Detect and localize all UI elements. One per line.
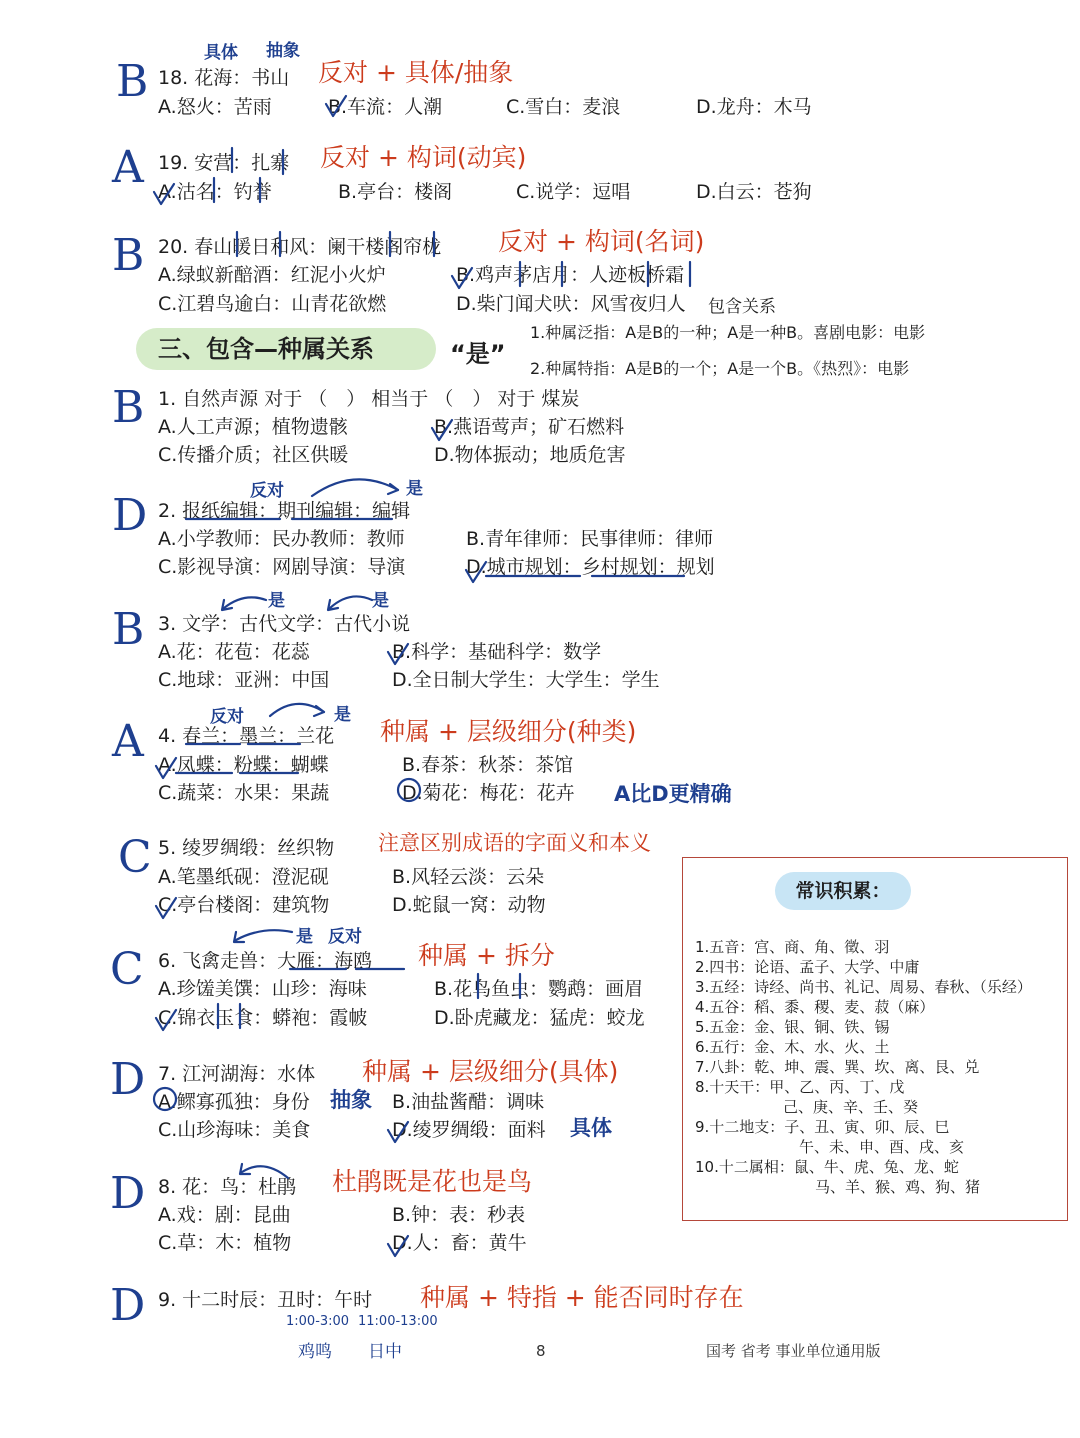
handwritten-note: 11:00-13:00	[358, 1314, 438, 1329]
question-stem: 9. 十二时辰：丑时：午时	[158, 1289, 373, 1311]
handwritten-note: 反对 + 具体/抽象	[318, 58, 514, 87]
handwritten-note: 种属 + 层级细分(具体)	[362, 1057, 619, 1086]
question-stem: 2. 报纸编辑：期刊编辑：编辑	[158, 500, 411, 522]
handwritten-note: 杜鹃既是花也是鸟	[332, 1167, 533, 1196]
knowledge-item: 1.五音：宫、商、角、徵、羽	[695, 938, 890, 956]
question-stem: 4. 春兰：墨兰：兰花	[158, 725, 335, 747]
rule-line: 1.种属泛指：A是B的一种；A是一种B。喜剧电影：电影	[530, 323, 926, 342]
option[interactable]: A.怒火：苦雨	[158, 96, 272, 118]
arrow-mark	[270, 704, 324, 716]
arrow-mark	[330, 596, 372, 608]
knowledge-item: 7.八卦：乾、坤、震、巽、坎、离、艮、兑	[695, 1058, 980, 1076]
answer-mark: D	[110, 1280, 146, 1331]
arrow-mark	[314, 706, 324, 716]
answer-mark: A	[112, 142, 144, 193]
option[interactable]: B.鸡声茅店月：人迹板桥霜	[456, 264, 685, 286]
option[interactable]: C.雪白：麦浪	[506, 96, 621, 118]
knowledge-item: 9.十二地支：子、丑、寅、卯、辰、巳	[695, 1118, 950, 1136]
option[interactable]: A.凤蝶：粉蝶：蝴蝶	[158, 754, 329, 776]
option[interactable]: C.蔬菜：水果：果蔬	[158, 782, 330, 804]
option[interactable]: C.传播介质；社区供暖	[158, 444, 349, 466]
question-stem: 18. 花海：书山	[158, 67, 290, 89]
handwritten-note: 反对 + 构词(名词)	[498, 227, 705, 256]
handwritten-note: 抽象	[266, 41, 300, 61]
question-stem: 1. 自然声源 对于 （ ） 相当于 （ ） 对于 煤炭	[158, 388, 580, 410]
option[interactable]: B.亭台：楼阁	[338, 181, 453, 203]
answer-mark: D	[110, 1168, 146, 1219]
option[interactable]: B.花鸟鱼虫：鹦鹉：画眉	[434, 978, 644, 1000]
handwritten-note: 种属 + 特指 + 能否同时存在	[420, 1283, 744, 1312]
option[interactable]: B.春茶：秋茶：茶馆	[402, 754, 574, 776]
question-stem: 7. 江河湖海：水体	[158, 1063, 316, 1085]
handwritten-note: 种属 + 拆分	[418, 941, 555, 970]
handwritten-note: 是	[334, 705, 351, 725]
answer-mark: C	[110, 944, 144, 995]
handwritten-note: 是	[372, 591, 389, 611]
option[interactable]: B.钟：表：秒表	[392, 1204, 526, 1226]
handwritten-note: 反对 + 构词(动宾)	[320, 143, 527, 172]
handwritten-note: 1:00-3:00	[286, 1314, 350, 1329]
arrow-mark	[224, 597, 266, 608]
handwritten-note: 是	[296, 927, 313, 947]
option[interactable]: C.草：木：植物	[158, 1232, 292, 1254]
option[interactable]: B.油盐酱醋：调味	[392, 1091, 545, 1113]
knowledge-title: 常识积累：	[775, 872, 911, 910]
knowledge-item: 5.五金：金、银、铜、铁、锡	[695, 1018, 890, 1036]
option[interactable]: A.小学教师：民办教师：教师	[158, 528, 405, 550]
option[interactable]: B.风轻云淡：云朵	[392, 866, 545, 888]
handwritten-note: 反对	[210, 707, 244, 727]
answer-mark: A	[112, 716, 144, 767]
option[interactable]: D.龙舟：木马	[696, 96, 812, 118]
option[interactable]: A.戏：剧：昆曲	[158, 1204, 291, 1226]
option[interactable]: D.卧虎藏龙：猛虎：蛟龙	[434, 1007, 645, 1029]
option[interactable]: C.影视导演：网剧导演：导演	[158, 556, 406, 578]
option[interactable]: B.科学：基础科学：数学	[392, 641, 602, 663]
arrow-mark	[234, 932, 244, 942]
option[interactable]: B.车流：人潮	[328, 96, 443, 118]
section-title: 三、包含—种属关系	[136, 328, 436, 370]
handwritten-note: 反对	[328, 927, 362, 947]
option[interactable]: A.珍馐美馔：山珍：海味	[158, 978, 367, 1000]
knowledge-item: 2.四书：论语、孟子、大学、中庸	[695, 958, 920, 976]
answer-mark: B	[112, 230, 145, 281]
handwritten-note: 具体	[204, 43, 238, 63]
answer-mark: B	[116, 56, 149, 107]
question-stem: 3. 文学：古代文学：古代小说	[158, 613, 411, 635]
section-keyword: “是”	[450, 340, 506, 368]
handwritten-note: 种属 + 层级细分(种类)	[380, 717, 637, 746]
option[interactable]: A.人工声源；植物遗骸	[158, 416, 348, 438]
arrow-mark	[236, 930, 292, 940]
answer-mark: D	[112, 490, 148, 541]
arrow-mark	[312, 479, 398, 496]
question-stem: 6. 飞禽走兽：大雁：海鸥	[158, 950, 373, 972]
handwritten-note: 是	[268, 591, 285, 611]
footer-source: 国考 省考 事业单位通用版	[706, 1342, 881, 1360]
option[interactable]: D.人：畜：黄牛	[392, 1232, 527, 1254]
option[interactable]: C.锦衣玉食：蟒袍：霞帔	[158, 1007, 368, 1029]
option[interactable]: D.蛇鼠一窝：动物	[392, 894, 546, 916]
handwritten-note: 反对	[250, 481, 284, 501]
answer-mark: D	[110, 1054, 146, 1105]
knowledge-item: 6.五行：金、木、水、火、土	[695, 1038, 890, 1056]
knowledge-item: 马、羊、猴、鸡、狗、猪	[815, 1178, 981, 1196]
option[interactable]: A.沽名：钓誉	[158, 181, 272, 203]
option[interactable]: C.山珍海味：美食	[158, 1119, 311, 1141]
answer-mark: B	[112, 604, 145, 655]
option[interactable]: D.城市规划：乡村规划：规划	[466, 556, 715, 578]
option[interactable]: A.绿蚁新醅酒：红泥小火炉	[158, 264, 386, 286]
knowledge-item: 己、庚、辛、壬、癸	[783, 1098, 919, 1116]
option[interactable]: C.亭台楼阁：建筑物	[158, 894, 330, 916]
option[interactable]: B.青年律师：民事律师：律师	[466, 528, 714, 550]
option[interactable]: D.菊花：梅花：花卉	[402, 782, 575, 804]
option[interactable]: A.花：花苞：花蕊	[158, 641, 310, 663]
option[interactable]: D.全日制大学生：大学生：学生	[392, 669, 660, 691]
handwritten-note: 具体	[570, 1116, 612, 1140]
knowledge-box	[682, 857, 1068, 1221]
question-stem: 19. 安营：扎寨	[158, 152, 290, 174]
knowledge-item: 午、未、申、酉、戌、亥	[799, 1138, 965, 1156]
option[interactable]: C.说学：逗唱	[516, 181, 631, 203]
answer-mark: C	[118, 832, 152, 883]
question-stem: 5. 绫罗绸缎：丝织物	[158, 837, 335, 859]
knowledge-item: 3.五经：诗经、尚书、礼记、周易、春秋、（乐经）	[695, 978, 1032, 996]
question-stem: 8. 花：鸟：杜鹃	[158, 1176, 297, 1198]
knowledge-item: 10.十二属相：鼠、牛、虎、兔、龙、蛇	[695, 1158, 959, 1176]
handwritten-note: 是	[406, 479, 423, 499]
handwritten-note: 抽象	[330, 1088, 372, 1112]
answer-mark: B	[112, 382, 145, 433]
knowledge-item: 4.五谷：稻、黍、稷、麦、菽（麻）	[695, 998, 935, 1016]
handwritten-note: 日中	[368, 1342, 402, 1362]
option[interactable]: A.笔墨纸砚：澄泥砚	[158, 866, 329, 888]
option-note: 包含关系	[708, 297, 776, 317]
option[interactable]: D.柴门闻犬吠：风雪夜归人	[456, 293, 686, 315]
question-stem: 20. 春山暖日和风：阑干楼阁帘栊	[158, 236, 442, 258]
option[interactable]: A.鳏寡孤独：身份	[158, 1091, 310, 1113]
handwritten-note: 注意区别成语的字面义和本义	[378, 831, 651, 855]
handwritten-note: A比D更精确	[614, 782, 732, 806]
option[interactable]: D.白云：苍狗	[696, 181, 812, 203]
rule-line: 2.种属特指：A是B的一个；A是一个B。《热烈》：电影	[530, 359, 910, 378]
option[interactable]: D.绫罗绸缎：面料	[392, 1119, 546, 1141]
option[interactable]: C.江碧鸟逾白：山青花欲燃	[158, 293, 387, 315]
arrow-mark	[388, 484, 398, 494]
option[interactable]: B.燕语莺声；矿石燃料	[434, 416, 625, 438]
page-number: 8	[536, 1342, 546, 1360]
knowledge-item: 8.十天干：甲、乙、丙、丁、戊	[695, 1078, 905, 1096]
option[interactable]: D.物体振动；地质危害	[434, 444, 626, 466]
handwritten-note: 鸡鸣	[298, 1342, 332, 1362]
option[interactable]: C.地球：亚洲：中国	[158, 669, 330, 691]
